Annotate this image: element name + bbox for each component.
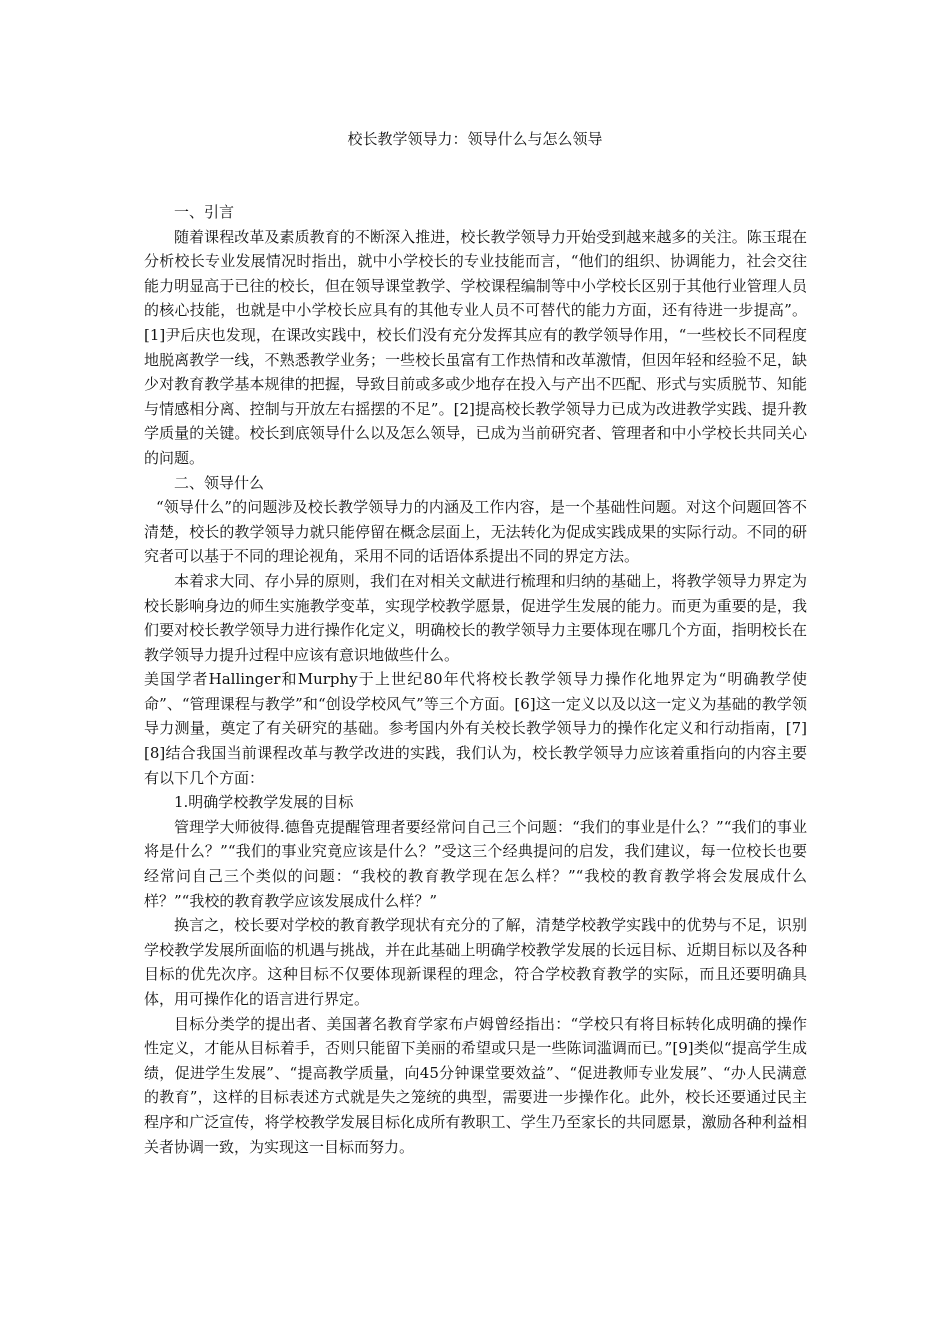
document-body: [144, 200, 807, 1159]
paragraph-2: “领导什么”的问题涉及校长教学领导力的内涵及工作内容，是一个基础性问题。对这个问题回答不清楚，校长的教学领导力就只能停留在概念层面上，无法转化为促成实践成果的实际行动。不同的研究者可以基于不同的理论视角，采用不同的话语体系提出不同的界定方法。: [144, 498, 807, 566]
page-title: 校长教学领导力：领导什么与怎么领导: [347, 130, 603, 148]
subsection-heading-1: 1.明确学校教学发展的目标: [174, 793, 354, 812]
section-heading-introduction: 一、引言: [174, 203, 235, 221]
section-heading-what-to-lead: 二、领导什么: [174, 473, 265, 492]
paragraph-4: 美国学者Hallinger和Murphy于上世纪80年代将校长教学领导力操作化地界定为“明确教学使命”、“管理课程与教学”和“创设学校风气”等三个方面。[6]这一定义以及以这一定义为基础的教学领导力测量，奠定了有关研究的基础。参考国内外有关校长教学领导力的操作化定义和行动指南，[7][8]结合我国当前课程改革与教学改进的实践，我们认为，校长教学领导力应该着重指向的内容主要有以下几个方面：: [144, 670, 807, 787]
paragraph-5: 管理学大师彼得.德鲁克提醒管理者要经常问自己三个问题：“我们的事业是什么？”“我们的事业将是什么？”“我们的事业究竟应该是什么？”受这三个经典提问的启发，我们建议，每一位校长也要经常问自己三个类似的问题：“我校的教育教学现在怎么样？”“我校的教育教学将会发展成什么样？”“我校的教育教学应该发展成什么样？”: [144, 817, 807, 910]
paragraph-3: 本着求大同、存小异的原则，我们在对相关文献进行梳理和归纳的基础上，将教学领导力界定为校长影响身边的师生实施教学变革，实现学校教学愿景，促进学生发展的能力。而更为重要的是，我们要对校长教学领导力进行操作化定义，明确校长的教学领导力主要体现在哪几个方面，指明校长在教学领导力提升过程中应该有意识地做些什么。: [144, 571, 807, 664]
paragraph-6: 换言之，校长要对学校的教育教学现状有充分的了解，清楚学校教学实践中的优势与不足，识别学校教学发展所面临的机遇与挑战，并在此基础上明确学校教学发展的长远目标、近期目标以及各种目标的优先次序。这种目标不仅要体现新课程的理念，符合学校教育教学的实际，而且还要明确具体，用可操作化的语言进行界定。: [144, 916, 807, 1008]
paragraph-1: 随着课程改革及素质教育的不断深入推进，校长教学领导力开始受到越来越多的关注。陈玉琨在分析校长专业发展情况时指出，就中小学校长的专业技能而言，“他们的组织、协调能力，社会交往能力明显高于已往的校长，但在领导课堂教学、学校课程编制等中小学校长区别于其他行业管理人员的核心技能，也就是中小学校长应具有的其他专业人员不可替代的能力方面，还有待进一步提高”。[1]尹后庆也发现，在课改实践中，校长们没有充分发挥其应有的教学领导作用，“一些校长不同程度地脱离教学一线，不熟悉教学业务；一些校长虽富有工作热情和改革激情，但因年轻和经验不足，缺少对教育教学基本规律的把握，导致目前或多或少地存在投入与产出不匹配、形式与实质脱节、知能与情感相分离、控制与开放左右摇摆的不足”。[2]提高校长教学领导力已成为改进教学实践、提升教学质量的关键。校长到底领导什么以及怎么领导，已成为当前研究者、管理者和中小学校长共同关心的问题。: [144, 227, 807, 467]
paragraph-7: 目标分类学的提出者、美国著名教育学家布卢姆曾经指出：“学校只有将目标转化成明确的操作性定义，才能从目标着手，否则只能留下美丽的希望或只是一些陈词滥调而已。”[9]类似“提高学生成绩，促进学生发展”、“提高教学质量，向45分钟课堂要效益”、“促进教师专业发展”、“办人民满意的教育”，这样的目标表述方式就是失之笼统的典型，需要进一步操作化。此外，校长还要通过民主程序和广泛宣传，将学校教学发展目标化成所有教职工、学生乃至家长的共同愿景，激励各种利益相关者协调一致，为实现这一目标而努力。: [144, 1014, 807, 1156]
